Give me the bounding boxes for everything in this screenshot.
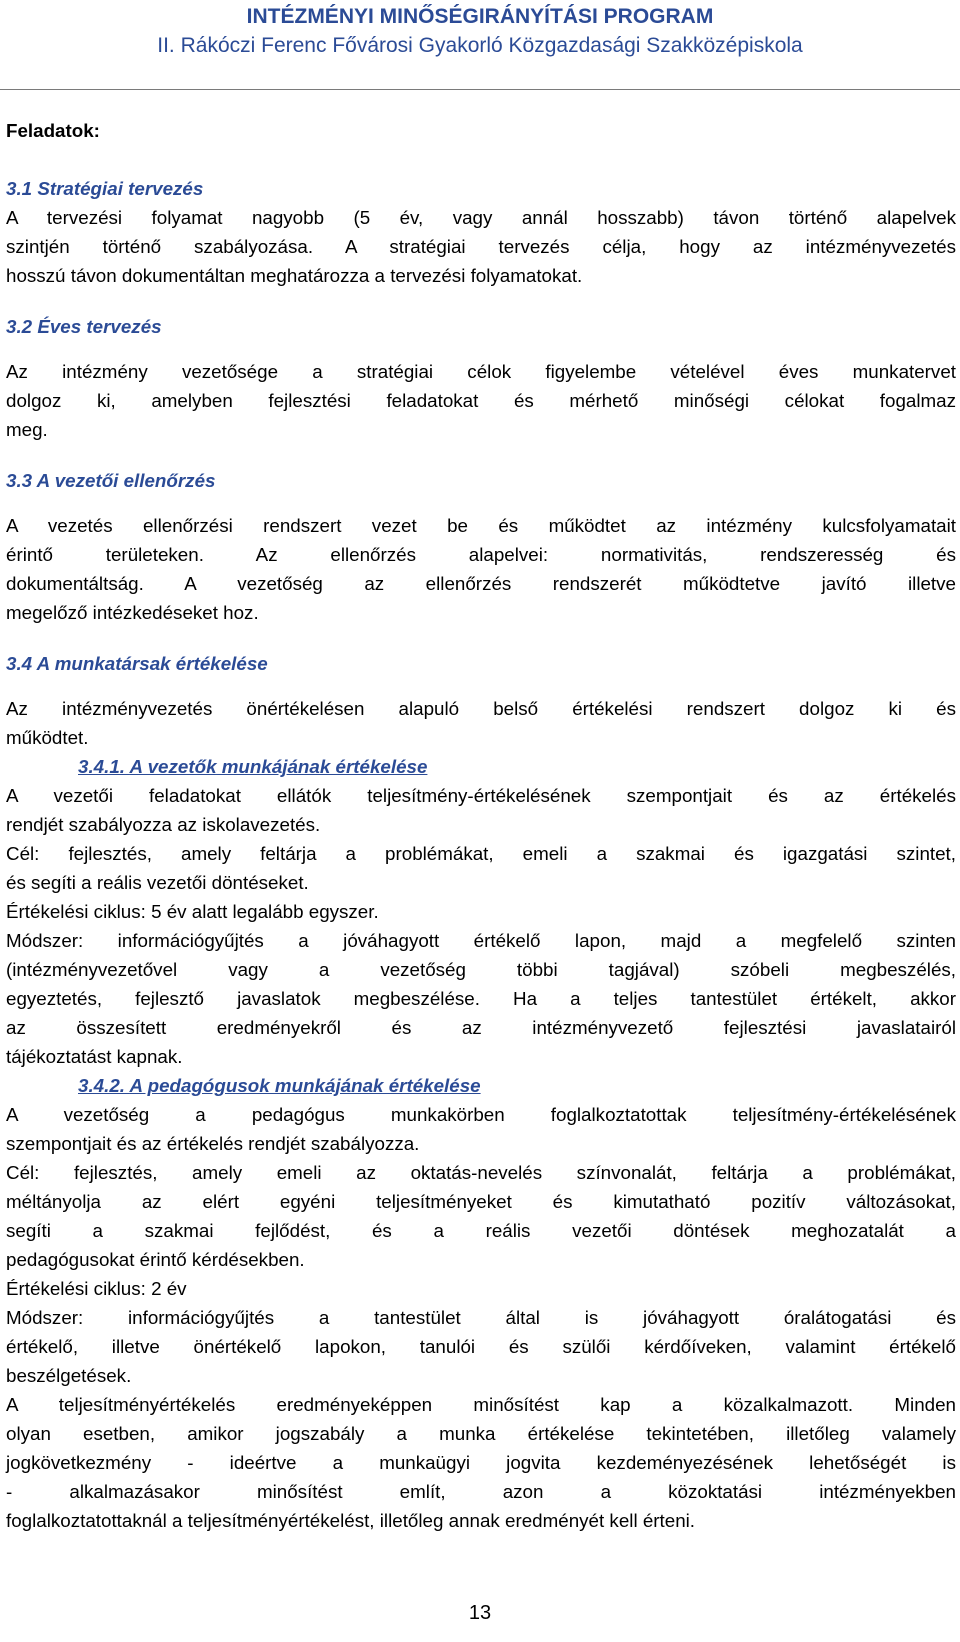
spacer: [6, 678, 956, 694]
section-3-4-1-heading: A vezetők munkájának értékelése: [129, 756, 428, 777]
text-line: - alkalmazásakor minősítést említ, azon a közoktatási intézményekben: [6, 1481, 956, 1502]
text-line: megelőző intézkedéseket hoz.: [6, 602, 259, 623]
text-line: A vezetői feladatokat ellátók teljesítmény-értékelésének szempontjait és az értékelés: [6, 785, 956, 806]
text-line: A vezetés ellenőrzési rendszert vezet be és működtet az intézmény kulcsfolyamatait: [6, 515, 956, 536]
text-line: méltányolja az elért egyéni teljesítményeket és kimutatható pozitív változásokat,: [6, 1191, 956, 1212]
text-line: beszélgetések.: [6, 1365, 132, 1386]
spacer: [6, 444, 956, 466]
text-line: egyeztetés, fejlesztő javaslatok megbeszélése. Ha a teljes tantestület értékelt, akkor: [6, 988, 956, 1009]
text-line: szintjén történő szabályozása. A stratégiai tervezés célja, hogy az intézményvezetés: [6, 236, 956, 257]
text-line: érintő területeken. Az ellenőrzés alapelvei: normativitás, rendszeresség és: [6, 544, 956, 565]
header-title: INTÉZMÉNYI MINŐSÉGIRÁNYÍTÁSI PROGRAM: [246, 5, 714, 28]
header-subtitle: II. Rákóczi Ferenc Fővárosi Gyakorló Közgazdasági Szakközépiskola: [157, 34, 803, 57]
text-line: meg.: [6, 419, 48, 440]
document-body: [6, 116, 956, 1535]
spacer: [6, 341, 956, 357]
section-3-2-title: 3.2 Éves tervezés: [6, 316, 162, 337]
text-line: hosszú távon dokumentáltan meghatározza a tervezési folyamatokat.: [6, 265, 583, 286]
text-line: és segíti a reális vezetői döntéseket.: [6, 872, 309, 893]
text-line: segíti a szakmai fejlődést, és a reális vezetői döntések meghozatalát a: [6, 1220, 956, 1241]
section-3-4-2-heading: A pedagógusok munkájának értékelése: [129, 1075, 481, 1096]
text-line: olyan esetben, amikor jogszabály a munka értékelése tekintetében, illetőleg valamely: [6, 1423, 956, 1444]
text-line: Cél: fejlesztés, amely feltárja a problémákat, emeli a szakmai és igazgatási szintet,: [6, 843, 956, 864]
section-3-1-title: 3.1 Stratégiai tervezés: [6, 178, 204, 199]
header-divider: [0, 89, 960, 90]
text-line: Módszer: információgyűjtés a tantestület által is jóváhagyott óralátogatási és: [6, 1307, 956, 1328]
section-3-2-paragraph: [6, 357, 956, 444]
text-line: (intézményvezetővel vagy a vezetőség többi tagjával) szóbeli megbeszélés,: [6, 959, 956, 980]
text-line: pedagógusokat érintő kérdésekben.: [6, 1249, 305, 1270]
text-line: dokumentáltság. A vezetőség az ellenőrzés rendszerét működtetve javító illetve: [6, 573, 956, 594]
text-line: Az intézményvezetés önértékelésen alapuló belső értékelési rendszert dolgoz ki és: [6, 698, 956, 719]
text-line: A vezetőség a pedagógus munkakörben foglalkoztatottak teljesítmény-értékelésének: [6, 1104, 956, 1125]
text-line: A tervezési folyamat nagyobb (5 év, vagy annál hosszabb) távon történő alapelvek: [6, 207, 956, 228]
spacer: [6, 290, 956, 312]
text-line: A teljesítményértékelés eredményeképpen minősítést kap a közalkalmazott. Minden: [6, 1394, 956, 1415]
section-3-4-1-paragraph: [6, 781, 956, 1071]
text-line: Az intézmény vezetősége a stratégiai célok figyelembe vételével éves munkatervet: [6, 361, 956, 382]
text-line: működtet.: [6, 727, 89, 748]
text-line: értékelő, illetve önértékelő lapokon, tanulói és szülői kérdőíveken, valamint értékelő: [6, 1336, 956, 1357]
section-3-4-paragraph: [6, 694, 956, 752]
section-3-4-2-number: 3.4.2.: [78, 1075, 125, 1096]
section-3-4-title: 3.4 A munkatársak értékelése: [6, 653, 268, 674]
text-line: tájékoztatást kapnak.: [6, 1046, 183, 1067]
page-number: 13: [468, 1602, 492, 1624]
tasks-heading: Feladatok:: [6, 120, 100, 141]
section-3-3-title: 3.3 A vezetői ellenőrzés: [6, 470, 216, 491]
section-3-4-2-paragraph: [6, 1100, 956, 1535]
spacer: [6, 627, 956, 649]
page-header: [0, 2, 960, 60]
section-3-4-1-number: 3.4.1.: [78, 756, 125, 777]
spacer: [6, 495, 956, 511]
text-line: szempontjait és az értékelés rendjét szabályozza.: [6, 1133, 420, 1154]
text-line: az összesített eredményekről és az intézményvezető fejlesztési javaslatairól: [6, 1017, 956, 1038]
text-line: Értékelési ciklus: 2 év: [6, 1278, 187, 1299]
section-3-1-paragraph: [6, 203, 956, 290]
text-line: Cél: fejlesztés, amely emeli az oktatás-nevelés színvonalát, feltárja a problémákat,: [6, 1162, 956, 1183]
text-line: Értékelési ciklus: 5 év alatt legalább egyszer.: [6, 901, 379, 922]
section-3-4-2-title: [6, 1071, 956, 1100]
section-3-4-1-title: [6, 752, 956, 781]
section-3-3-paragraph: [6, 511, 956, 627]
text-line: jogkövetkezmény - ideértve a munkaügyi jogvita kezdeményezésének lehetőségét is: [6, 1452, 956, 1473]
text-line: dolgoz ki, amelyben fejlesztési feladatokat és mérhető minőségi célokat fogalmaz: [6, 390, 956, 411]
text-line: rendjét szabályozza az iskolavezetés.: [6, 814, 321, 835]
text-line: foglalkoztatottaknál a teljesítményértékelést, illetőleg annak eredményét kell érteni.: [6, 1510, 696, 1531]
text-line: Módszer: információgyűjtés a jóváhagyott értékelő lapon, majd a megfelelő szinten: [6, 930, 956, 951]
